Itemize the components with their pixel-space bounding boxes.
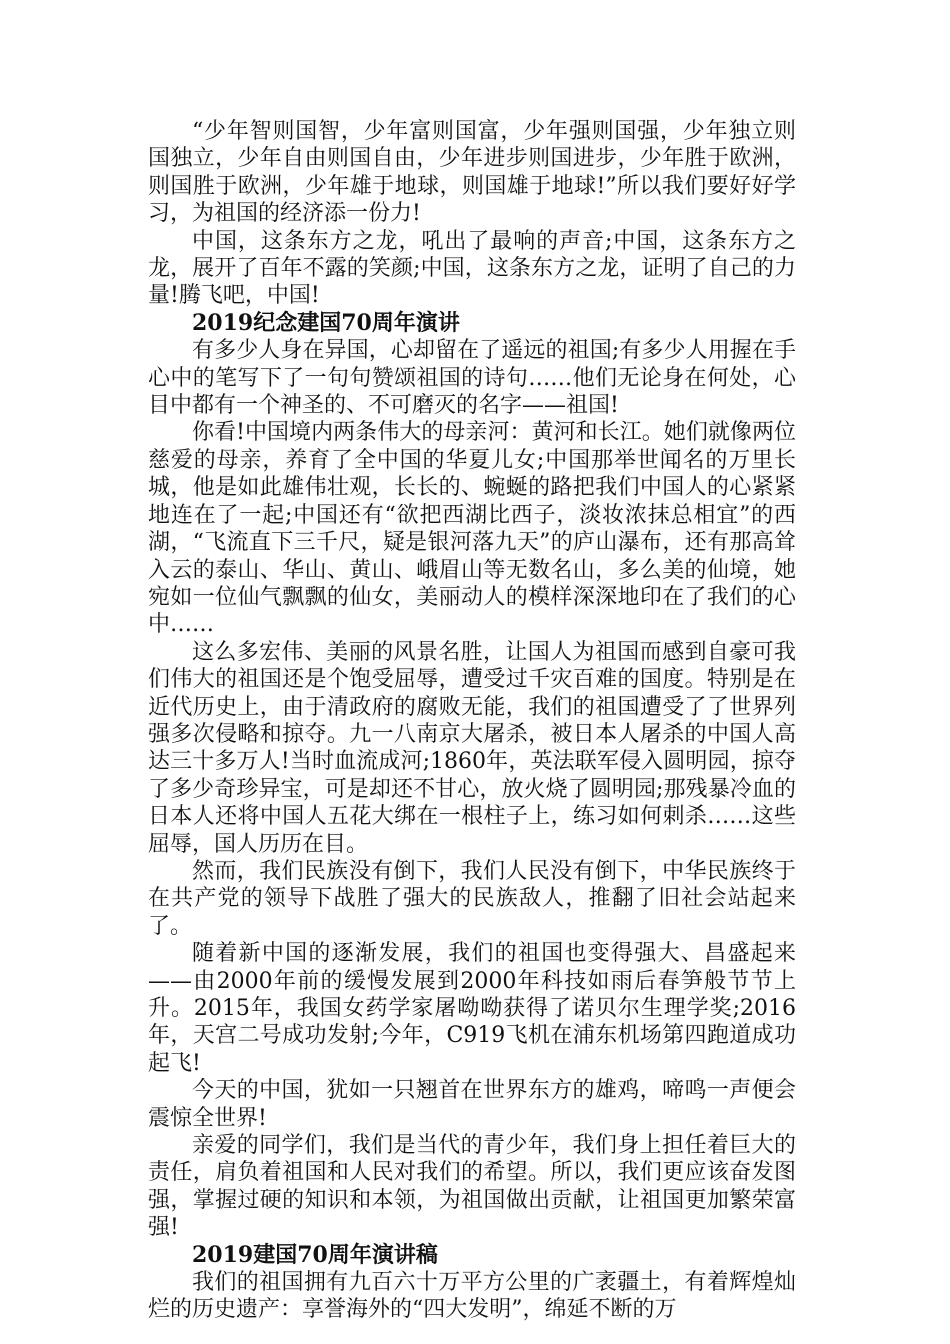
paragraph: 然而，我们民族没有倒下，我们人民没有倒下，中华民族终于在共产党的领导下战胜了强大的民族敌人，推翻了旧社会站起来了。 (148, 858, 796, 939)
paragraph: 亲爱的同学们，我们是当代的青少年，我们身上担任着巨大的责任，肩负着祖国和人民对我们的希望。所以，我们更应该奋发图强，掌握过硬的知识和本领，为祖国做出贡献，让祖国更加繁荣富强! (148, 1133, 796, 1241)
paragraph: “少年智则国智，少年富则国富，少年强则国强，少年独立则国独立，少年自由则国自由，少年进步则国进步，少年胜于欧洲，则国胜于欧洲，少年雄于地球，则国雄于地球!”所以我们要好好学习，为祖国的经济添一份力! (148, 119, 796, 227)
paragraph: 有多少人身在异国，心却留在了遥远的祖国;有多少人用握在手心中的笔写下了一句句赞颂祖国的诗句……他们无论身在何处，心目中都有一个神圣的、不可磨灭的名字——祖国! (148, 338, 796, 419)
document-body (148, 118, 796, 1324)
paragraph: 这么多宏伟、美丽的风景名胜，让国人为祖国而感到自豪可我们伟大的祖国还是个饱受屈辱，遭受过千灾百难的国度。特别是在近代历史上，由于清政府的腐败无能，我们的祖国遭受了了世界列强多次侵略和掠夺。九一八南京大屠杀，被日本人屠杀的中国人高达三十多万人!当时血流成河;1860年，英法联军侵入圆明园，掠夺了多少奇珍异宝，可是却还不甘心，放火烧了圆明园;那残暴冷血的日本人还将中国人五花大绑在一根柱子上，练习如何刺杀……这些屈辱，国人历历在目。 (148, 639, 796, 857)
paragraph: 随着新中国的逐渐发展，我们的祖国也变得强大、昌盛起来——由2000年前的缓慢发展到2000年科技如雨后春笋般节节上升。2015年，我国女药学家屠呦呦获得了诺贝尔生理学奖;2016年，天宫二号成功发射;今年，C919飞机在浦东机场第四跑道成功起飞! (148, 941, 796, 1076)
section-heading: 2019纪念建国70周年演讲 (192, 309, 460, 336)
section-heading: 2019建国70周年演讲稿 (192, 1241, 438, 1268)
paragraph: 中国，这条东方之龙，吼出了最响的声音;中国，这条东方之龙，展开了百年不露的笑颜;中国，这条东方之龙，证明了自己的力量!腾飞吧，中国! (148, 228, 796, 309)
paragraph: 你看!中国境内两条伟大的母亲河：黄河和长江。她们就像两位慈爱的母亲，养育了全中国的华夏儿女;中国那举世闻名的万里长城，他是如此雄伟壮观，长长的、蜿蜒的路把我们中国人的心紧紧地连在了一起;中国还有“欲把西湖比西子，淡妆浓抹总相宜”的西湖，“飞流直下三千尺，疑是银河落九天”的庐山瀑布，还有那高耸入云的泰山、华山、黄山、峨眉山等无数名山，多么美的仙境，她宛如一位仙气飘飘的仙女，美丽动人的模样深深地印在了我们的心中…… (148, 420, 796, 638)
paragraph: 我们的祖国拥有九百六十万平方公里的广袤疆土，有着辉煌灿烂的历史遗产：享誉海外的“四大发明”，绵延不断的万 (148, 1270, 796, 1323)
paragraph: 今天的中国，犹如一只翘首在世界东方的雄鸡，啼鸣一声便会震惊全世界! (148, 1078, 796, 1131)
